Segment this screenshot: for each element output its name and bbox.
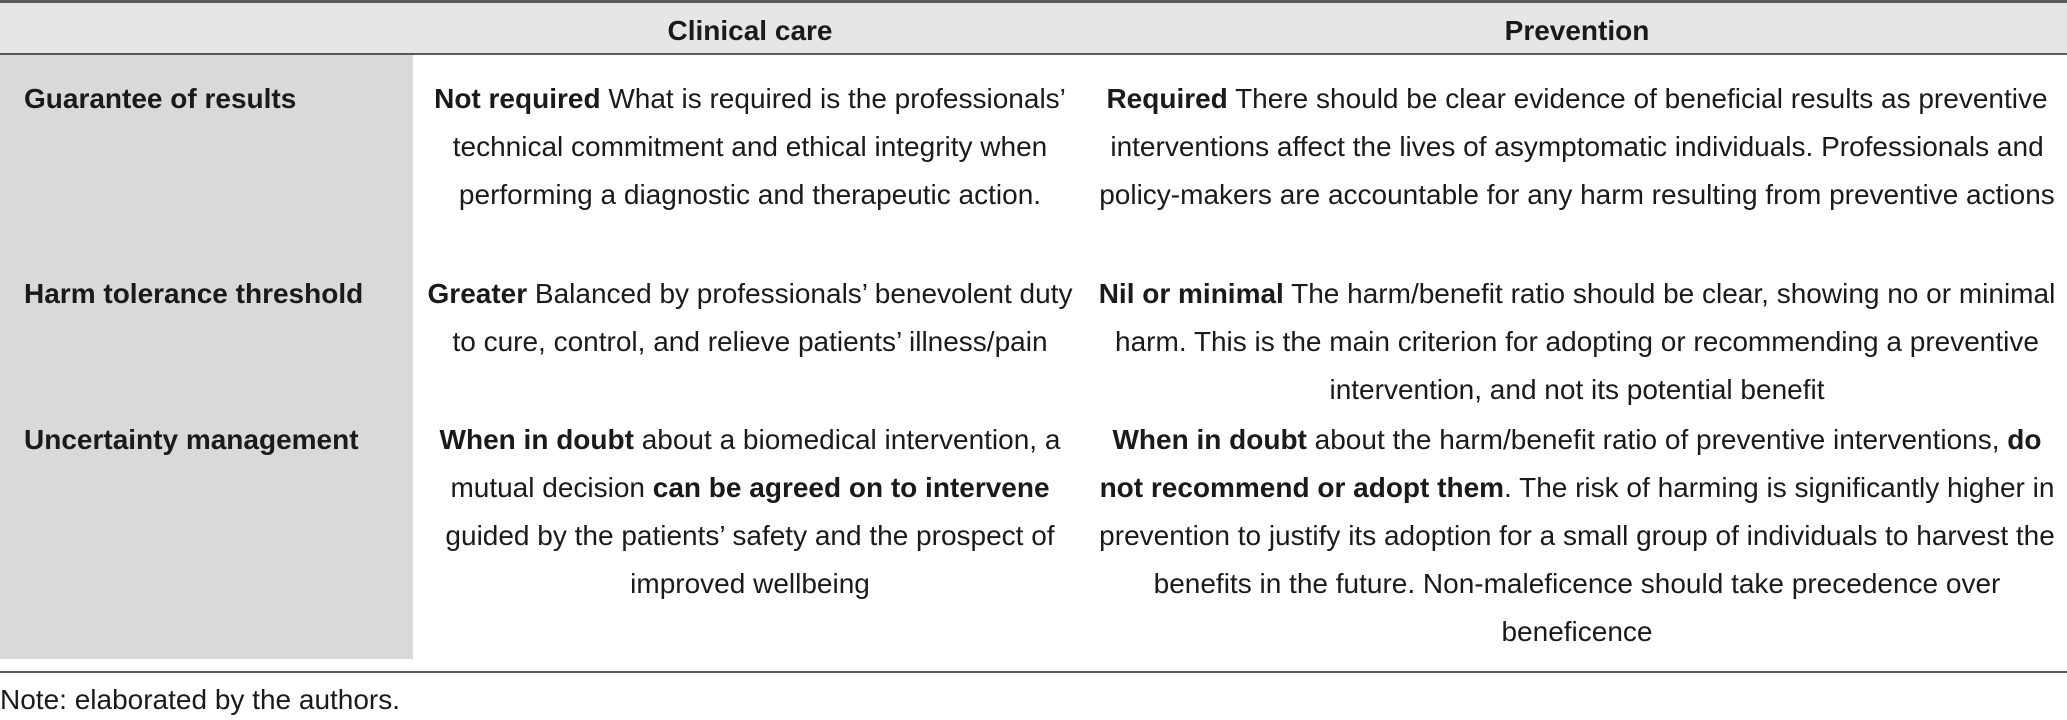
prevention-cell: [1097, 270, 2057, 414]
clinical-text: Balanced by professionals’ benevolent duty to cure, control, and relieve patients’ illness/pain: [452, 278, 1073, 357]
header-clinical-care: Clinical care: [667, 15, 833, 46]
clinical-bold-text: can be agreed on to intervene: [652, 472, 1050, 503]
clinical-cell: [423, 75, 1077, 219]
table-bottom-rule: [0, 671, 2067, 673]
row-label-column: [0, 55, 413, 659]
prevention-cell: [1097, 75, 2057, 219]
row-label: Uncertainty management: [24, 424, 359, 455]
prevention-text: There should be clear evidence of beneficial results as preventive interventions affect the lives of asymptomatic individuals. Professionals and policy-makers are accountable for any harm resulting from preventive actions: [1099, 83, 2055, 210]
prevention-cell: [1097, 416, 2057, 656]
prevention-text: about the harm/benefit ratio of preventive interventions,: [1306, 424, 2008, 455]
clinical-text: about a biomedical intervention, a mutual decision: [450, 424, 1061, 503]
prevention-bold-text: do not recommend or adopt them: [1099, 424, 2042, 503]
clinical-bold-text: Greater: [427, 278, 528, 309]
clinical-cell: [423, 270, 1077, 366]
header-prevention: Prevention: [1504, 15, 1650, 46]
prevention-text: . The risk of harming is significantly higher in prevention to justify its adoption for a small group of individuals to harvest the benefits in the future. Non-maleficence should take precedence over beneficence: [1099, 472, 2055, 647]
table-note: Note: elaborated by the authors.: [0, 684, 401, 715]
row-label: Harm tolerance threshold: [24, 278, 364, 309]
clinical-bold-text: Not required: [434, 83, 601, 114]
prevention-text: The harm/benefit ratio should be clear, showing no or minimal harm. This is the main criterion for adopting or recommending a preventive intervention, and not its potential benefit: [1115, 278, 2056, 405]
row-label: Guarantee of results: [24, 83, 297, 114]
clinical-bold-text: When in doubt: [439, 424, 634, 455]
prevention-bold-text: Nil or minimal: [1098, 278, 1284, 309]
table-header-row: [0, 3, 2067, 55]
clinical-cell: [423, 416, 1077, 608]
prevention-bold-text: Required: [1106, 83, 1228, 114]
clinical-text: guided by the patients’ safety and the prospect of improved wellbeing: [445, 520, 1055, 599]
prevention-bold-text: When in doubt: [1112, 424, 1307, 455]
clinical-text: What is required is the professionals’ technical commitment and ethical integrity when performing a diagnostic and therapeutic action.: [452, 83, 1066, 210]
